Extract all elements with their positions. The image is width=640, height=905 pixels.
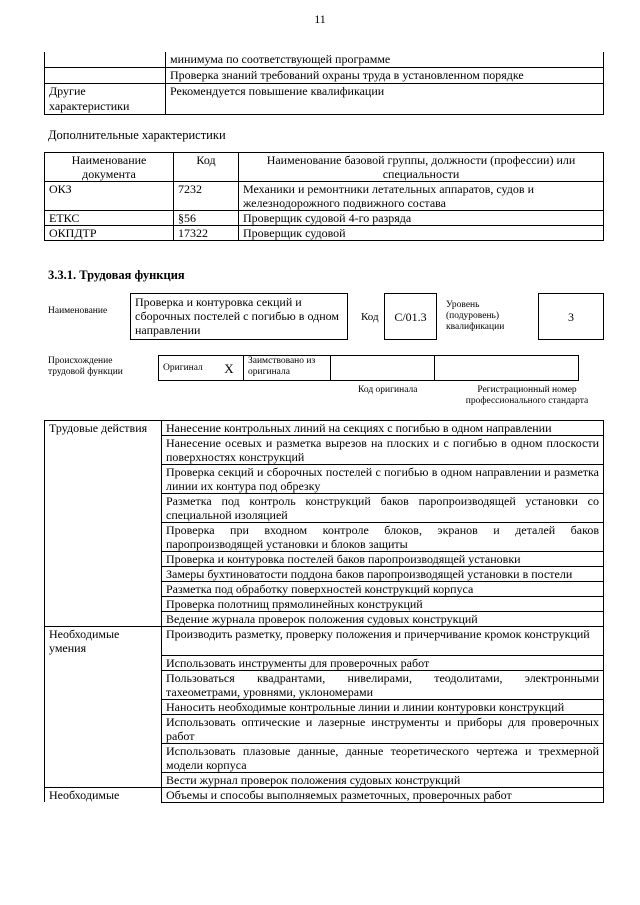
list-item: Замеры бухтиноватости поддона баков паропроизводящей установки в постели	[162, 567, 604, 582]
function-details-table	[44, 420, 604, 803]
list-item: Пользоваться квадрантами, нивелирами, теодолитами, электронными тахеометрами, уровнями, уклономерами	[162, 670, 604, 699]
table-cell: ОКПДТР	[45, 226, 174, 241]
additional-heading: Дополнительные характеристики	[48, 128, 226, 142]
additional-table	[44, 152, 604, 241]
table-row	[45, 699, 604, 714]
table-cell	[45, 52, 166, 68]
column-header: Наименование базовой группы, должности (профессии) или специальности	[239, 153, 604, 182]
table-row	[45, 84, 604, 115]
group-label-spacer	[45, 597, 162, 612]
table-row	[45, 582, 604, 597]
group-label-spacer	[45, 552, 162, 567]
table-row	[45, 436, 604, 465]
table-cell: Проверщик судовой 4-го разряда	[239, 211, 604, 226]
list-item: Использовать оптические и лазерные инструменты и приборы для проверочных работ	[162, 714, 604, 743]
list-item: Вести журнал проверок положения судовых конструкций	[162, 772, 604, 787]
table-row	[45, 226, 604, 241]
origin-label: Происхождение трудовой функции	[48, 356, 123, 377]
table-cell: Другие характеристики	[45, 84, 166, 115]
table-row	[45, 52, 604, 68]
group-label: Необходимые	[45, 787, 162, 802]
table-row	[45, 552, 604, 567]
reg-number-label: Регистрационный номер профессионального стандарта	[465, 385, 589, 406]
list-item: Наносить необходимые контрольные линии и линии контуровки конструкций	[162, 699, 604, 714]
list-item: Использовать инструменты для проверочных работ	[162, 655, 604, 670]
table-row	[45, 655, 604, 670]
table-row	[45, 465, 604, 494]
table-row	[45, 670, 604, 699]
group-label-spacer	[45, 567, 162, 582]
list-item: Производить разметку, проверку положения и причерчивание кромок конструкций	[162, 627, 604, 656]
code-original-cell	[331, 356, 435, 381]
table-cell	[45, 68, 166, 84]
table-row	[45, 787, 604, 802]
table-row	[159, 356, 579, 381]
table-row	[45, 182, 604, 211]
group-label-spacer	[45, 436, 162, 465]
table-row	[45, 567, 604, 582]
group-label-spacer	[45, 743, 162, 772]
table-cell: 7232	[174, 182, 239, 211]
original-mark: Х	[215, 356, 244, 381]
page-number: 11	[314, 12, 326, 26]
list-item: Проверка и контуровка постелей баков паропроизводящей установки	[162, 552, 604, 567]
list-item: Нанесение контрольных линий на секциях с погибью в одном направлении	[162, 421, 604, 436]
table-row	[45, 612, 604, 627]
group-label: Необходимые умения	[45, 627, 162, 656]
name-label: Наименование	[48, 306, 108, 316]
function-code-box: С/01.3	[384, 293, 437, 340]
list-item: Разметка под обработку поверхностей конструкций корпуса	[162, 582, 604, 597]
group-label-spacer	[45, 523, 162, 552]
table-row	[45, 523, 604, 552]
table-cell: §56	[174, 211, 239, 226]
group-label-spacer	[45, 772, 162, 787]
table-cell: Механики и ремонтники летательных аппаратов, судов и железнодорожного подвижного состава	[239, 182, 604, 211]
table-row	[45, 421, 604, 436]
level-value-box: 3	[538, 293, 604, 340]
list-item: Проверка полотнищ прямолинейных конструкций	[162, 597, 604, 612]
characteristics-table	[44, 52, 604, 115]
table-row	[45, 772, 604, 787]
level-label: Уровень (подуровень) квалификации	[446, 300, 505, 332]
column-header: Код	[174, 153, 239, 182]
list-item: Использовать плазовые данные, данные теоретического чертежа и трехмерной модели корпуса	[162, 743, 604, 772]
table-row	[45, 714, 604, 743]
group-label-spacer	[45, 465, 162, 494]
code-original-label: Код оригинала	[358, 385, 418, 395]
original-label: Оригинал	[159, 356, 216, 381]
table-row	[45, 68, 604, 84]
list-item: Проверка при входном контроле блоков, экранов и деталей баков паропроизводящей установки и блоков защиты	[162, 523, 604, 552]
table-cell: минимума по соответствующей программе	[166, 52, 604, 68]
group-label-spacer	[45, 714, 162, 743]
origin-table	[158, 355, 579, 381]
table-cell: ОКЗ	[45, 182, 174, 211]
table-row	[45, 627, 604, 656]
table-row	[45, 743, 604, 772]
list-item: Ведение журнала проверок положения судовых конструкций	[162, 612, 604, 627]
list-item: Нанесение осевых и разметка вырезов на плоских и с погибью в одном плоскости поверхностях конструкций	[162, 436, 604, 465]
table-row	[45, 211, 604, 226]
table-cell: Проверщик судовой	[239, 226, 604, 241]
group-label-spacer	[45, 612, 162, 627]
table-cell: ЕТКС	[45, 211, 174, 226]
table-row	[45, 494, 604, 523]
group-label-spacer	[45, 699, 162, 714]
list-item: Объемы и способы выполняемых разметочных, проверочных работ	[162, 787, 604, 802]
group-label: Трудовые действия	[45, 421, 162, 436]
table-cell: Проверка знаний требований охраны труда в установленном порядке	[166, 68, 604, 84]
table-cell: 17322	[174, 226, 239, 241]
group-label-spacer	[45, 494, 162, 523]
group-label-spacer	[45, 670, 162, 699]
reg-number-cell	[435, 356, 579, 381]
group-label-spacer	[45, 655, 162, 670]
function-name-box: Проверка и контуровка секций и сборочных постелей с погибью в одном направлении	[130, 293, 348, 340]
table-row	[45, 597, 604, 612]
column-header: Наименование документа	[45, 153, 174, 182]
list-item: Проверка секций и сборочных постелей с погибью в одном направлении и разметка линии их контура под обрезку	[162, 465, 604, 494]
code-label: Код	[361, 311, 379, 323]
table-header-row	[45, 153, 604, 182]
group-label-spacer	[45, 582, 162, 597]
list-item: Разметка под контроль конструкций баков паропроизводящей установки со специальной изоляцией	[162, 494, 604, 523]
function-title: 3.3.1. Трудовая функция	[48, 268, 185, 282]
borrowed-label: Заимствовано из оригинала	[244, 356, 331, 381]
table-cell: Рекомендуется повышение квалификации	[166, 84, 604, 115]
